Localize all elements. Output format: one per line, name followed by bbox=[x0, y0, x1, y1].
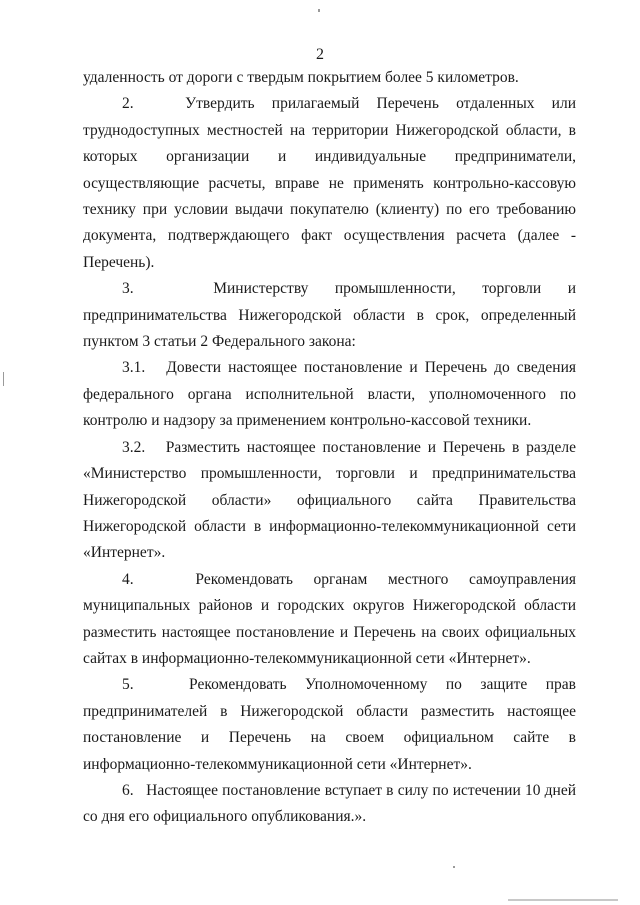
paragraph-item-3-1: 3.1. Довести настоящее постановление и Перечень до сведения федерального органа исполнительной власти, уполномоченного по контролю и надзору за применением контрольно-кассовой техники. bbox=[83, 359, 576, 430]
paragraph-item-3: 3. Министерству промышленности, торговли и предпринимательства Нижегородской области в срок, определенный пунктом 3 статьи 2 Федерального закона: bbox=[83, 280, 576, 351]
paragraph-item-2: 2. Утвердить прилагаемый Перечень отдаленных или труднодоступных местностей на территории Нижегородской области, в которых организации и индивидуальные предприниматели, осуществляющие расчеты, вправе не применять контрольно-кассовую технику при условии выдачи покупателю (клиенту) по его требованию документа, подтверждающего факт осуществления расчета (далее - Перечень). bbox=[83, 95, 576, 271]
paragraph-item-4: 4. Рекомендовать органам местного самоуправления муниципальных районов и городских округов Нижегородской области разместить настоящее постановление и Перечень на своих официальных сайтах в информационно-телекоммуникационной сети «Интернет». bbox=[83, 570, 576, 667]
scan-speck bbox=[3, 372, 4, 386]
scan-speck bbox=[318, 9, 320, 12]
page-number: 2 bbox=[316, 46, 324, 63]
scan-speck bbox=[508, 899, 618, 901]
paragraph-item-6: 6. Настоящее постановление вступает в силу по истечении 10 дней со дня его официального опубликования.». bbox=[83, 781, 576, 826]
paragraph-item-3-2: 3.2. Разместить настоящее постановление и Перечень в разделе «Министерство промышленности, торговли и предпринимательства Нижегородской области» официального сайта Правительства Нижегородской области в информационно-телекоммуникационной сети «Интернет». bbox=[83, 438, 576, 562]
paragraph-item-5: 5. Рекомендовать Уполномоченному по защите прав предпринимателей в Нижегородской области разместить настоящее постановление и Перечень на своем официальном сайте в информационно-телекоммуникационной сети «Интернет». bbox=[83, 676, 576, 773]
document-body bbox=[83, 65, 576, 831]
scan-speck bbox=[453, 866, 455, 868]
paragraph-continuation: удаленность от дороги с твердым покрытием более 5 километров. bbox=[83, 69, 519, 86]
